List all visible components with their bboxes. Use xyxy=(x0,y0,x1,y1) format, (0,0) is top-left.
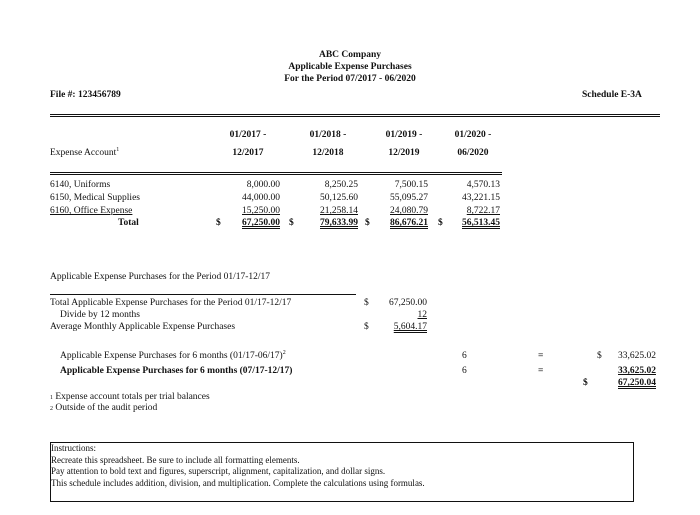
cell-r2-c4: 43,221.15 xyxy=(462,193,500,203)
instructions-box xyxy=(50,442,634,502)
total-currency-c2: $ xyxy=(289,218,294,228)
cell-r1-c2: 8,250.25 xyxy=(324,180,358,190)
period-1-top: 01/2017 - xyxy=(229,130,267,140)
section-total-currency: $ xyxy=(364,298,369,308)
six-month-line2-label: Applicable Expense Purchases for 6 months (07/17-12/17) xyxy=(60,366,293,376)
total-c3: 86,676.21 xyxy=(390,218,428,228)
cell-r1-c3: 7,500.15 xyxy=(394,180,428,190)
section-rule xyxy=(50,294,356,295)
six-month-line1-value: 33,625.02 xyxy=(618,351,656,361)
row-account-office: 6160, Office Expense xyxy=(50,206,133,216)
instructions-title: Instructions: xyxy=(51,443,96,453)
header-rule-bottom xyxy=(50,116,660,117)
total-c4: 56,513.45 xyxy=(462,218,500,228)
cell-r3-c3: 24,080.79 xyxy=(390,206,428,216)
schedule-label: Schedule E-3A xyxy=(582,90,642,100)
section-divide-label: Divide by 12 months xyxy=(60,310,140,320)
row-account-medical: 6150, Medical Supplies xyxy=(50,193,140,203)
period-2-bottom: 12/2018 xyxy=(312,148,344,158)
column-header-rule-bottom xyxy=(50,174,502,175)
total-c2: 79,633.99 xyxy=(320,218,358,228)
grand-total-value: 67,250.04 xyxy=(618,378,656,388)
header-rule-top xyxy=(50,114,660,115)
report-title: Applicable Expense Purchases xyxy=(288,62,412,72)
section-avg-currency: $ xyxy=(364,322,369,332)
six-month-line2-months: 6 xyxy=(462,366,467,376)
cell-r3-c4: 8,722.17 xyxy=(466,206,500,216)
cell-r1-c4: 4,570.13 xyxy=(466,180,500,190)
period-2-top: 01/2018 - xyxy=(309,130,347,140)
six-month-line1-months: 6 xyxy=(462,351,467,361)
file-number: File #: 123456789 xyxy=(50,90,121,100)
six-month-line2-value: 33,625.02 xyxy=(618,366,656,376)
period-4-bottom: 06/2020 xyxy=(457,148,489,158)
total-label: Total xyxy=(118,218,139,228)
cell-r3-c2: 21,258.14 xyxy=(320,206,358,216)
six-month-line2-equals: = xyxy=(538,366,544,376)
section-total-label: Total Applicable Expense Purchases for the Period 01/17-12/17 xyxy=(50,298,292,308)
period-3-bottom: 12/2019 xyxy=(388,148,420,158)
cell-r2-c2: 50,125.60 xyxy=(320,193,358,203)
period-3-top: 01/2019 - xyxy=(385,130,423,140)
column-header-rule-top xyxy=(50,172,502,173)
company-name: ABC Company xyxy=(318,50,382,60)
instructions-line-2: Pay attention to bold text and figures, superscript, alignment, capitalization, and dollar signs. xyxy=(51,466,386,476)
six-month-line1-label: Applicable Expense Purchases for 6 months $(01/17-06/17)^2$ xyxy=(60,349,286,361)
section-divide-value: 12 xyxy=(417,310,427,320)
section-heading: Applicable Expense Purchases for the Period 01/17-12/17 xyxy=(50,272,271,282)
section-total-value: 67,250.00 xyxy=(389,298,427,308)
report-period: For the Period 07/2017 - 06/2020 xyxy=(284,74,416,84)
grand-total-currency: $ xyxy=(583,378,588,388)
row-account-uniforms: 6140, Uniforms xyxy=(50,180,111,190)
total-currency-c4: $ xyxy=(438,218,443,228)
footnote-2: 2 Outside of the audit period xyxy=(50,403,158,413)
total-currency-c1: $ xyxy=(216,218,221,228)
six-month-line1-currency: $ xyxy=(597,351,602,361)
total-currency-c3: $ xyxy=(365,218,370,228)
section-avg-label: Average Monthly Applicable Expense Purchases xyxy=(50,322,236,332)
expense-account-header: Expense Account$^1$ xyxy=(50,146,120,158)
instructions-line-3: This schedule includes addition, division, and multiplication. Complete the calculations using formulas. xyxy=(51,477,425,488)
section-avg-value: 5,604.17 xyxy=(393,322,427,332)
cell-r1-c1: 8,000.00 xyxy=(246,180,280,190)
cell-r3-c1: 15,250.00 xyxy=(242,206,280,216)
cell-r2-c1: 44,000.00 xyxy=(242,193,280,203)
cell-r2-c3: 55,095.27 xyxy=(390,193,428,203)
instructions-line-1: Recreate this spreadsheet. Be sure to include all formatting elements. xyxy=(51,454,300,465)
period-1-bottom: 12/2017 xyxy=(232,148,264,158)
total-c1: 67,250.00 xyxy=(242,218,280,228)
period-4-top: 01/2020 - xyxy=(454,130,492,140)
six-month-line1-equals: = xyxy=(538,351,544,361)
footnote-1: 1 Expense account totals per trial balances xyxy=(50,392,210,402)
